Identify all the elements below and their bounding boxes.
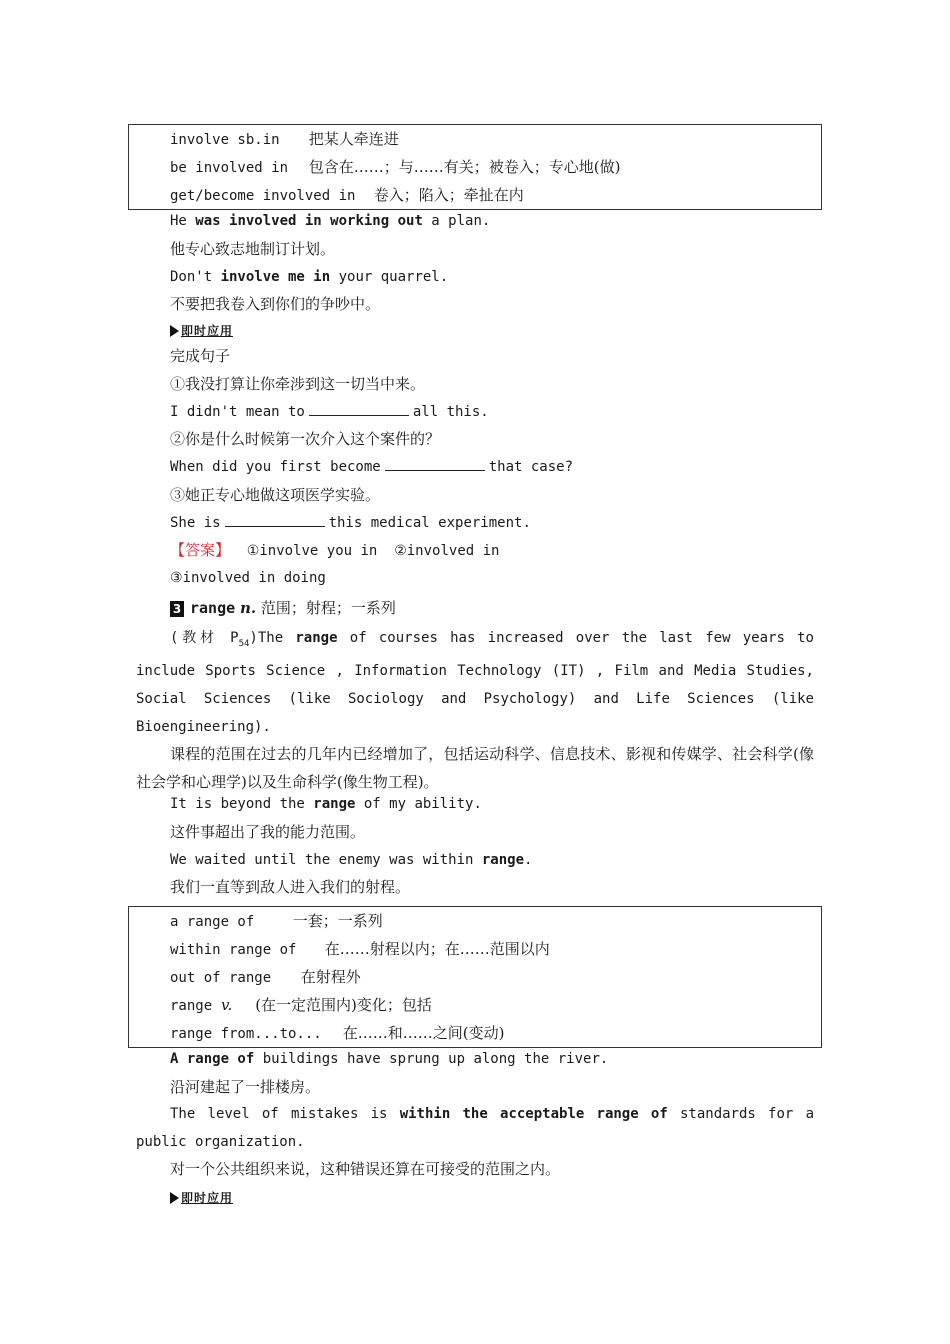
text: It is beyond the xyxy=(170,796,314,812)
example-translation: 他专心致志地制订计划。 xyxy=(170,240,336,258)
phrase-term: out of range xyxy=(170,970,272,986)
keyword: range xyxy=(481,852,525,868)
phrase-term: range from...to... xyxy=(170,1026,322,1042)
phrase-row xyxy=(129,907,821,935)
phrase-row xyxy=(129,125,821,153)
text: He xyxy=(170,213,196,229)
answer-blank[interactable] xyxy=(309,401,409,416)
phrase-meaning: 卷入；陷入；牵扯在内 xyxy=(373,186,524,204)
textbook-sentence xyxy=(136,625,814,741)
phrase-box-involve xyxy=(128,124,822,210)
example-paragraph xyxy=(136,1101,814,1184)
keyword: range xyxy=(313,796,356,812)
entry-number: 3 xyxy=(170,601,184,617)
phrase-box-range xyxy=(128,906,822,1048)
text: The level of mistakes is xyxy=(170,1106,400,1122)
text: a plan. xyxy=(422,213,491,229)
apply-label xyxy=(170,1187,233,1210)
example-translation: 不要把我卷入到你们的争吵中。 xyxy=(170,295,381,313)
answer-blank[interactable] xyxy=(385,456,485,471)
apply-label xyxy=(170,320,233,343)
question-zh: ①我没打算让你牵涉到这一切当中来。 xyxy=(170,375,426,393)
text: buildings have sprung up along the river. xyxy=(254,1051,609,1067)
example-sentence xyxy=(170,849,532,871)
example-translation: 沿河建起了一排楼房。 xyxy=(170,1078,321,1096)
text: all this. xyxy=(412,404,489,420)
keyword: within the acceptable range of xyxy=(399,1106,668,1122)
page-number: 54 xyxy=(238,638,250,649)
question-en xyxy=(170,401,489,423)
example-translation: 对一个公共组织来说，这种错误还算在可接受的范围之内。 xyxy=(170,1160,561,1179)
text: She is xyxy=(170,515,221,531)
example-translation: 这件事超出了我的能力范围。 xyxy=(170,823,366,841)
phrase-meaning: 在射程外 xyxy=(300,968,361,986)
example-sentence xyxy=(170,210,490,232)
keyword: range xyxy=(295,630,338,646)
example-sentence xyxy=(136,1101,814,1156)
text: of my ability. xyxy=(355,796,482,812)
phrase-meaning: (在一定范围内)变化；包括 xyxy=(255,996,432,1014)
phrase-row xyxy=(129,935,821,963)
part-of-speech: v. xyxy=(220,996,233,1014)
phrase-term: within range of xyxy=(170,942,297,958)
triangle-icon xyxy=(170,325,179,337)
answer-label: 【答案】 xyxy=(170,541,231,559)
phrase-meaning: 在……射程以内；在……范围以内 xyxy=(324,940,550,958)
part-of-speech: n. xyxy=(239,599,257,617)
text: Don't xyxy=(170,269,221,285)
question-zh: ③她正专心地做这项医学实验。 xyxy=(170,486,381,504)
text: I didn't mean to xyxy=(170,404,305,420)
triangle-icon xyxy=(170,1192,179,1204)
entry-heading xyxy=(170,597,396,619)
entry-word: range xyxy=(190,599,236,617)
phrase-meaning: 把某人牵连进 xyxy=(308,130,399,148)
apply-label-text: 即时应用 xyxy=(181,1191,234,1205)
text: that case? xyxy=(488,459,574,475)
text: We waited until the enemy was within xyxy=(170,852,482,868)
text: . xyxy=(524,852,533,868)
answer-text: ①involve you in ②involved in xyxy=(246,543,500,559)
apply-label-text: 即时应用 xyxy=(181,324,234,338)
phrase-meaning: 一套；一系列 xyxy=(292,912,383,930)
textbook-translation: 课程的范围在过去的几年内已经增加了，包括运动科学、信息技术、影视和传媒学、社会科学(像社会学和心理学)以及生命科学(像生物工程)。 xyxy=(136,745,814,791)
textbook-paragraph xyxy=(136,625,814,796)
phrase-row xyxy=(129,181,821,209)
phrase-row xyxy=(129,153,821,181)
text: When did you first become xyxy=(170,459,381,475)
phrase-term: a range of xyxy=(170,914,255,930)
example-translation: 我们一直等到敌人进入我们的射程。 xyxy=(170,878,411,896)
phrase-term: range xyxy=(170,998,213,1014)
task-title: 完成句子 xyxy=(170,347,231,365)
text: standards for a public organization. xyxy=(136,1106,814,1150)
phrase-row xyxy=(129,991,821,1019)
keyword: A range of xyxy=(170,1051,255,1067)
answer-blank[interactable] xyxy=(225,512,325,527)
text: this medical experiment. xyxy=(328,515,531,531)
entry-meaning: 范围；射程；一系列 xyxy=(260,599,396,617)
phrase-meaning: 在……和……之间(变动) xyxy=(342,1024,505,1042)
answer-line xyxy=(170,539,499,562)
phrase-term: get/become involved in xyxy=(170,188,356,204)
answer-text: ③involved in doing xyxy=(170,570,326,586)
keyword: was involved in working out xyxy=(195,213,423,229)
question-en xyxy=(170,512,531,534)
text: (教材 P xyxy=(170,630,239,646)
example-sentence xyxy=(170,1048,608,1070)
phrase-term: involve sb.in xyxy=(170,132,280,148)
question-en xyxy=(170,456,573,478)
question-zh: ②你是什么时候第一次介入这个案件的？ xyxy=(170,430,441,448)
keyword: involve me in xyxy=(220,269,331,285)
example-sentence xyxy=(170,793,482,815)
text: your quarrel. xyxy=(330,269,449,285)
phrase-row xyxy=(129,1019,821,1047)
text: )The xyxy=(249,630,296,646)
text: of courses has increased over the last few years to include Sports Science , Information Technology (IT) , Film and Media Studies, Social Sciences (like Sociology and Psychology) and Life Sciences (like Bioengineering). xyxy=(136,630,814,735)
phrase-term: be involved in xyxy=(170,160,289,176)
phrase-meaning: 包含在……；与……有关；被卷入；专心地(做) xyxy=(308,158,621,176)
phrase-row xyxy=(129,963,821,991)
example-sentence xyxy=(170,266,448,288)
